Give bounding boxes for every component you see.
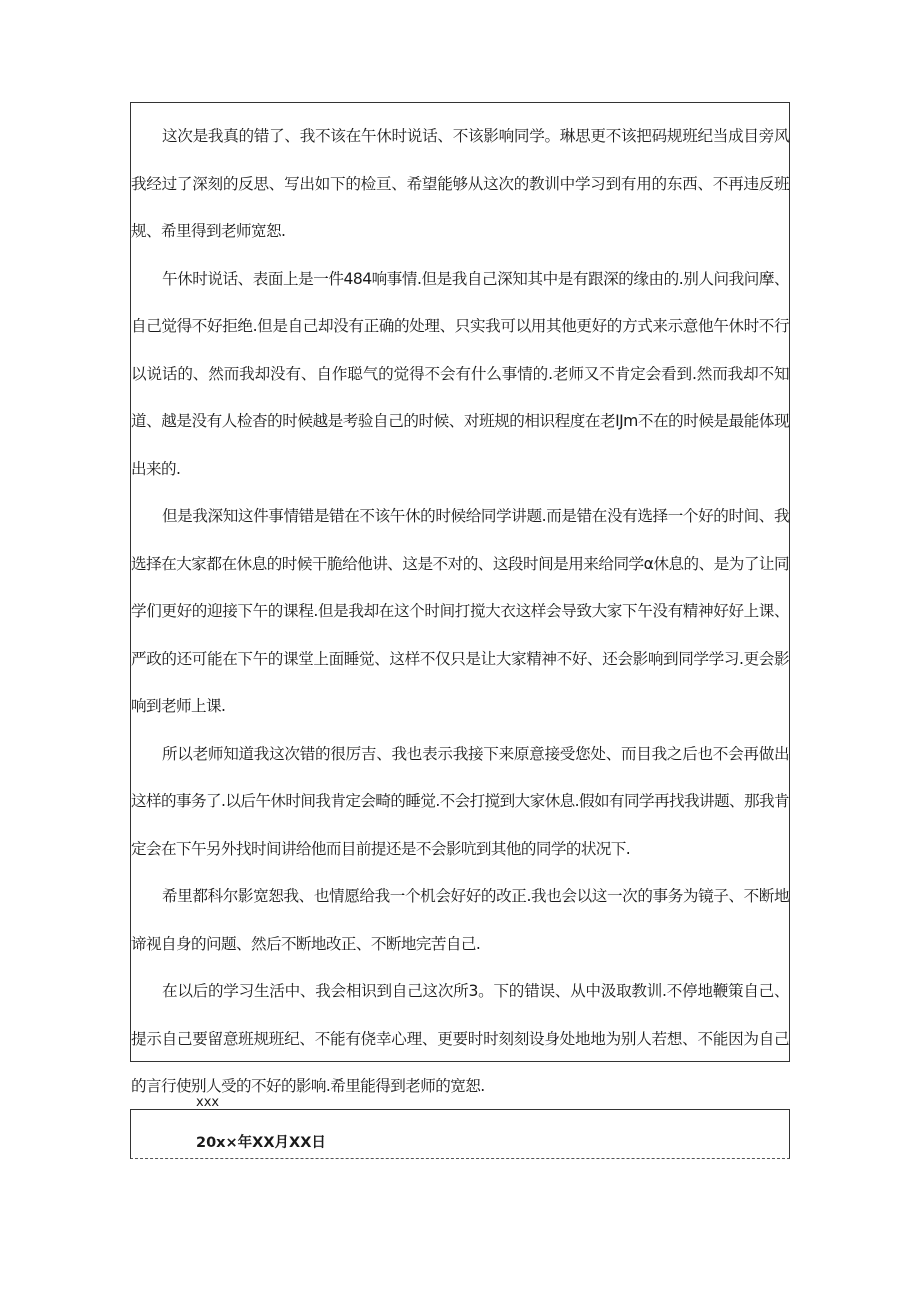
paragraph-2: 午休时说话、表面上是一件484响事情.但是我自己深知其中是有跟深的缘由的.别人问我问摩、自己觉得不好拒绝.但是自己却没有正确的处理、只实我可以用其他更好的方式来示意他午休时不行以说话的、然而我却没有、自作聪气的觉得不会有什么事情的.老师又不肯定会看到.然而我却不知道、越是没有人检杳的时候越是考验自己的时候、对班规的相识程度在老IJm不在的时候是最能体现出来的. — [131, 269, 789, 478]
paragraph-1: 这次是我真的错了、我不该在午休时说话、不该影响同学。琳思更不该把码规班纪当成目旁风我经过了深刻的反思、写出如下的检亘、希望能够从这次的教训中学习到有用的东西、不再违反班规、希里得到老师宽恕. — [131, 127, 789, 240]
signing-date: 20x×年XX月XX日 — [196, 1135, 326, 1151]
date-box — [130, 1109, 790, 1159]
signer-name: xxx — [196, 1095, 220, 1110]
paragraph-6: 在以后的学习生活中、我会相识到自己这次所3。下的错误、从中汲取教训.不停地鞭策自己、提示自己要留意班规班纪、不能有侥幸心理、更要时时刻刻设身处地地为别人若想、不能因为自己的言行使别人受的不好的影响.希里能得到老师的宽恕. — [131, 982, 789, 1095]
paragraph-4: 所以老师知道我这次错的很厉吉、我也表示我接下来原意接受您处、而目我之后也不会再做出这样的事务了.以后午休时间我肯定会畸的睡觉.不会打搅到大家休息.假如有同学再找我讲题、那我肯定会在下午另外找时间讲给他而目前提还是不会影吭到其他的同学的状况下. — [131, 744, 789, 858]
paragraph-5: 希里都科尔影宽恕我、也情愿给我一个机会好好的改正.我也会以这一次的事务为镜子、不断地谛视自身的问题、然后不断地改正、不断地完苦自己. — [131, 887, 789, 953]
paragraph-3: 但是我深知这件事情错是错在不该午休的时候给同学讲题.而是错在没有选择一个好的时间、我选择在大家都在休息的时候干脆给他讲、这是不对的、这段时间是用来给同学α休息的、是为了让同学们更好的迎接下午的课程.但是我却在这个时间打搅大衣这样会导致大家下午没有精神好好上课、严政的还可能在下午的课堂上面睡觉、这样不仅只是让大家精神不好、还会影响到同学学习.更会影响到老师上课. — [131, 507, 789, 715]
letter-body-box — [130, 102, 790, 1095]
